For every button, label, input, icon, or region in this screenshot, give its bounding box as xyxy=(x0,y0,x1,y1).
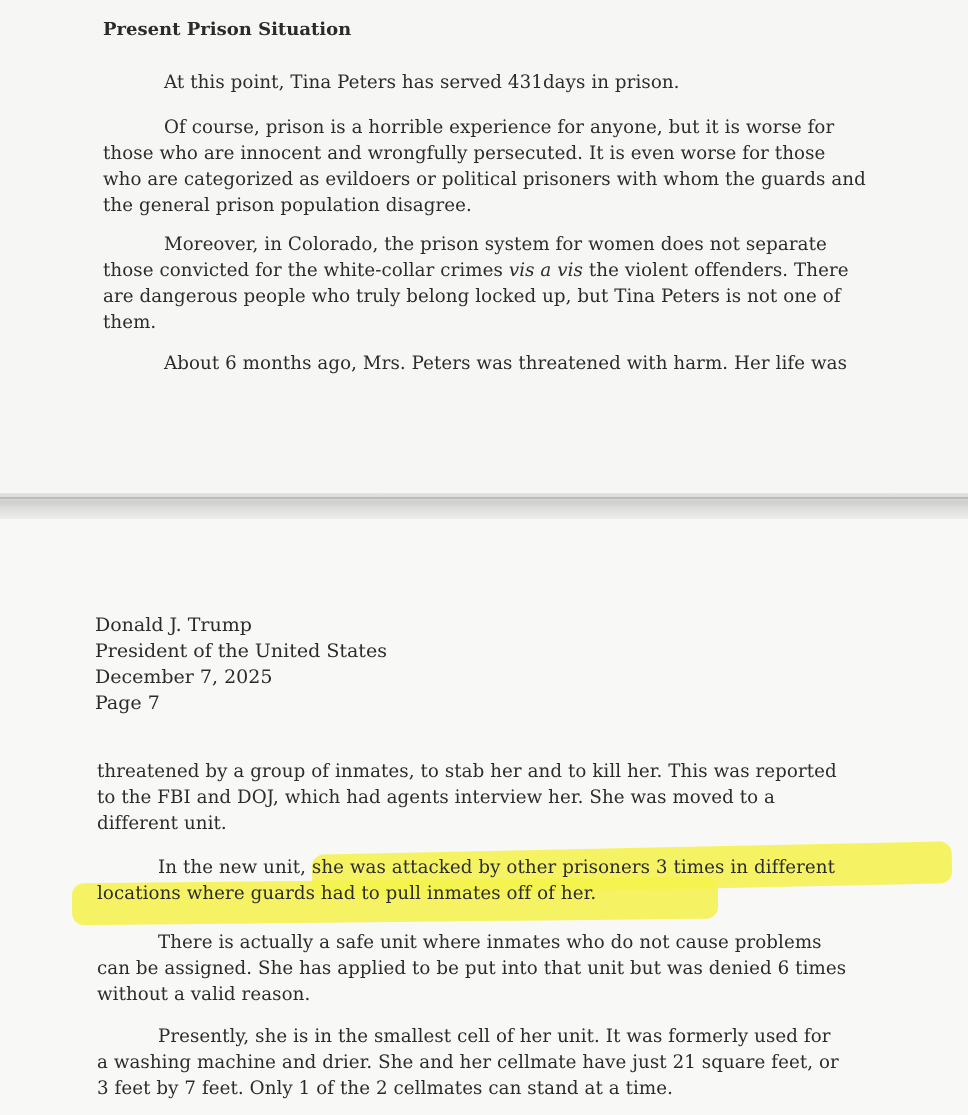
text-line: who are categorized as evildoers or political prisoners with whom the guards and xyxy=(103,169,866,190)
page-number: Page 7 xyxy=(95,692,160,714)
text-line: In the new unit, she was attacked by other prisoners 3 times in different xyxy=(158,857,836,878)
text-line: Moreover, in Colorado, the prison system for women does not separate xyxy=(164,234,827,255)
text-line: to the FBI and DOJ, which had agents interview her. She was moved to a xyxy=(97,787,775,808)
text-line: different unit. xyxy=(97,813,227,834)
paragraph-attacked xyxy=(97,855,897,907)
text-line: Of course, prison is a horrible experience for anyone, but it is worse for xyxy=(164,117,835,138)
text-line: are dangerous people who truly belong locked up, but Tina Peters is not one of xyxy=(103,286,841,307)
italic-latin-phrase: vis a vis xyxy=(508,260,583,281)
text-line: Presently, she is in the smallest cell of her unit. It was formerly used for xyxy=(158,1026,831,1047)
paragraph-prison-experience xyxy=(103,115,908,219)
paragraph-threat xyxy=(103,351,908,377)
paragraph-smallest-cell xyxy=(97,1024,897,1102)
text-line: those convicted for the white-collar crimes vis a vis the violent offenders. There xyxy=(103,260,849,281)
text-line: a washing machine and drier. She and her cellmate have just 21 square feet, or xyxy=(97,1052,839,1073)
paragraph-safe-unit xyxy=(97,930,897,1008)
recipient-title: President of the United States xyxy=(95,640,387,662)
text-line: About 6 months ago, Mrs. Peters was threatened with harm. Her life was xyxy=(164,353,848,374)
letter-header xyxy=(95,612,387,716)
text-line: without a valid reason. xyxy=(97,984,311,1005)
text-line: the general prison population disagree. xyxy=(103,195,472,216)
paragraph-colorado-system xyxy=(103,232,908,336)
letter-date: December 7, 2025 xyxy=(95,666,273,688)
text-line: threatened by a group of inmates, to stab her and to kill her. This was reported xyxy=(97,761,837,782)
text-line: can be assigned. She has applied to be put into that unit but was denied 6 times xyxy=(97,958,847,979)
text-line: There is actually a safe unit where inmates who do not cause problems xyxy=(158,932,822,953)
section-heading: Present Prison Situation xyxy=(103,19,352,40)
paragraph-threatened xyxy=(97,759,897,837)
text-line: 3 feet by 7 feet. Only 1 of the 2 cellmates can stand at a time. xyxy=(97,1078,673,1099)
paragraph-days-served xyxy=(103,70,908,96)
text-line: At this point, Tina Peters has served 431days in prison. xyxy=(164,72,680,93)
recipient-name: Donald J. Trump xyxy=(95,614,252,636)
text-line: those who are innocent and wrongfully persecuted. It is even worse for those xyxy=(103,143,826,164)
page-separator-line xyxy=(0,497,968,499)
text-line: locations where guards had to pull inmates off of her. xyxy=(97,883,597,904)
text-line: them. xyxy=(103,312,157,333)
